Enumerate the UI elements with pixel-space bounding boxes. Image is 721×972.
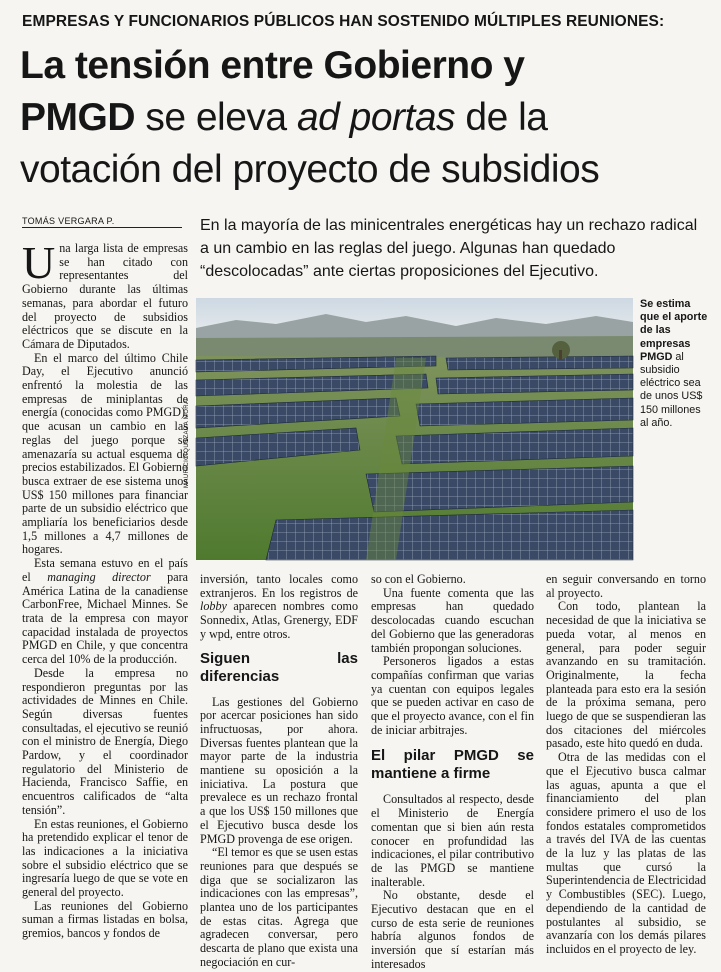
paragraph: [22, 557, 188, 667]
paragraph: Personeros ligados a estas compañías confirman que varias ya cuentan con equipos legales que se pueden activar en caso de que el proyecto avance, con el fin de iniciar arbitrajes.: [371, 654, 534, 737]
headline-part2: PMGD: [20, 96, 135, 139]
headline-part6: votación del proyecto de subsidios: [20, 148, 600, 191]
lead-paragraph: En la mayoría de las minicentrales energéticas hay un rechazo radical a un cambio en las reglas del juego. Algunas han quedado “descolocadas” ante ciertas proposiciones del Ejecutivo.: [200, 217, 698, 280]
article-column-4: [546, 573, 706, 963]
drop-cap: U: [22, 237, 56, 288]
paragraph-italic: managing director: [47, 569, 151, 584]
photo-caption: [640, 298, 712, 430]
headline-part5: de la: [455, 96, 548, 139]
paragraph: Consultados al respecto, desde el Ministerio de Energía comentan que si bien aún resta conocer en profundidad las indicaciones, el pilar contributivo de las PMGD se mantiene inalterable.: [371, 792, 534, 889]
byline: TOMÁS VERGARA P.: [22, 216, 182, 228]
paragraph: “El temor es que se usen estas reuniones para que después se diga que se socializaron las indicaciones con las empresas”, plantea uno de los participantes de estas citas. Agrega que agradecen conversar, pero descarta de plano que exista una negociación en cur-: [200, 845, 358, 969]
paragraph-text: inversión, tanto locales como extranjeros. En los registros de: [200, 572, 358, 600]
paragraph: No obstante, desde el Ejecutivo destacan que en el curso de esta serie de reuniones habría algunos fondos de inversión que sí estarían más interesados: [371, 888, 534, 971]
subheading: El pilar PMGD se mantiene a firme: [371, 747, 534, 783]
solar-field-photo: [196, 298, 633, 560]
photo-credit: MAURICIO QUEZADA MORA: [184, 399, 190, 488]
headline-part1: La tensión entre Gobierno y: [20, 44, 525, 87]
caption-rest: al subsidio eléctrico sea de unos US$ 150 millones al año.: [640, 350, 703, 429]
headline-part4: ad portas: [296, 96, 456, 139]
paragraph-text: aparecen nombres como Sonnedix, Atlas, Grenergy, EDF y wpd, entre otros.: [200, 599, 358, 641]
paragraph: En estas reuniones, el Gobierno ha pretendido explicar el tenor de las indicaciones a la iniciativa sobre el subsidio eléctrico que se ingresaría luego de que se vote en general del proyecto.: [22, 816, 188, 900]
headline: [20, 40, 710, 196]
paragraph: en seguir conversando en torno al proyecto.: [546, 572, 706, 600]
paragraph: [22, 237, 188, 352]
paragraph: Desde la empresa no respondieron preguntas por las actividades de Minnes en Chile. Según diversas fuentes consultadas, el ejecutivo se reunió con el ministro de Energía, Diego Pardow, y el coordinador regulatorio del Ministerio de Hacienda, Francisco Saffie, en encuentros calificados de “alta tensión”.: [22, 665, 188, 817]
paragraph: Otra de las medidas con el que el Ejecutivo busca calmar las aguas, apunta a que el financiamiento del plan considere primero el uso de los fondos estatales comprometidos a través del IVA de las cuentas de la luz y las platas de las multas que cursó la Superintendencia de Electricidad y Combustibles (SEC). Luego, dependiendo de la cantidad de postulantes al subsidio, se avanzaría con los demás pilares incluidos en el proyecto de ley.: [546, 750, 706, 956]
solar-field-illustration: [196, 298, 633, 560]
paragraph-text: na larga lista de empresas se han citado con representantes del Gobierno durante las últimas semanas, para abordar el futuro del proyecto de subsidios eléctricos que se discute en la Cámara de Diputados.: [22, 241, 188, 351]
kicker: EMPRESAS Y FUNCIONARIOS PÚBLICOS HAN SOSTENIDO MÚLTIPLES REUNIONES:: [22, 13, 665, 30]
headline-part3: se eleva: [135, 96, 297, 139]
paragraph: En el marco del último Chile Day, el Ejecutivo anunció enfrentó la molestia de las empresas de miniplantas de energía (conocidas como PMGD), que acusan un cambio en las reglas del juego porque se amenazaría su actual esquema de precios estabilizados. El Gobierno busca extraer de ese sistema unos US$ 150 millones para financiar parte de un subsidio eléctrico que ampliaría los beneficiarios desde 1,5 millones a 4,7 millones de hogares.: [22, 350, 188, 557]
paragraph: Las gestiones del Gobierno por acercar posiciones han sido infructuosas, por ahora. Diversas fuentes plantean que la mayor parte de la industria mantiene su oposición a la iniciativa. La postura que prevalece es un rechazo frontal a que los US$ 150 millones que el Ejecutivo busca desde los PMGD provenga de ese origen.: [200, 694, 358, 846]
paragraph: Una fuente comenta que las empresas han quedado descolocadas cuando escuchan del Gobierno que las generadoras también propongan soluciones.: [371, 585, 534, 655]
article-column-2: [200, 572, 358, 969]
paragraph: Las reuniones del Gobierno suman a firmas listadas en bolsa, gremios, bancos y fondos de: [22, 898, 188, 941]
article-column-3: [371, 572, 534, 971]
paragraph-text: para América Latina de la canadiense CarbonFree, Michael Minnes. Se trata de la empresa con mayor capacidad instalada de proyectos PMGD en Chile, y que concentra cerca del 10% de la producción.: [22, 569, 188, 667]
paragraph-italic: lobby: [200, 599, 227, 614]
paragraph: Con todo, plantean la necesidad de que la iniciativa se pueda votar, al menos en general, para poder seguir avanzando en su tramitación. Originalmente, la fecha planteada para esto era la sesión de la próxima semana, pero luego de que se suspendieran las dos citaciones del miércoles pasado, este hito quedó en duda.: [546, 599, 706, 751]
article-column-1: [22, 237, 188, 962]
paragraph: so con el Gobierno.: [371, 572, 466, 586]
paragraph-text: Esta semana estuvo en el país el: [22, 556, 188, 584]
caption-bold: Se estima que el aporte de las empresas PMGD: [640, 298, 708, 363]
subheading: Siguen las diferencias: [200, 649, 358, 685]
paragraph: [200, 573, 358, 642]
